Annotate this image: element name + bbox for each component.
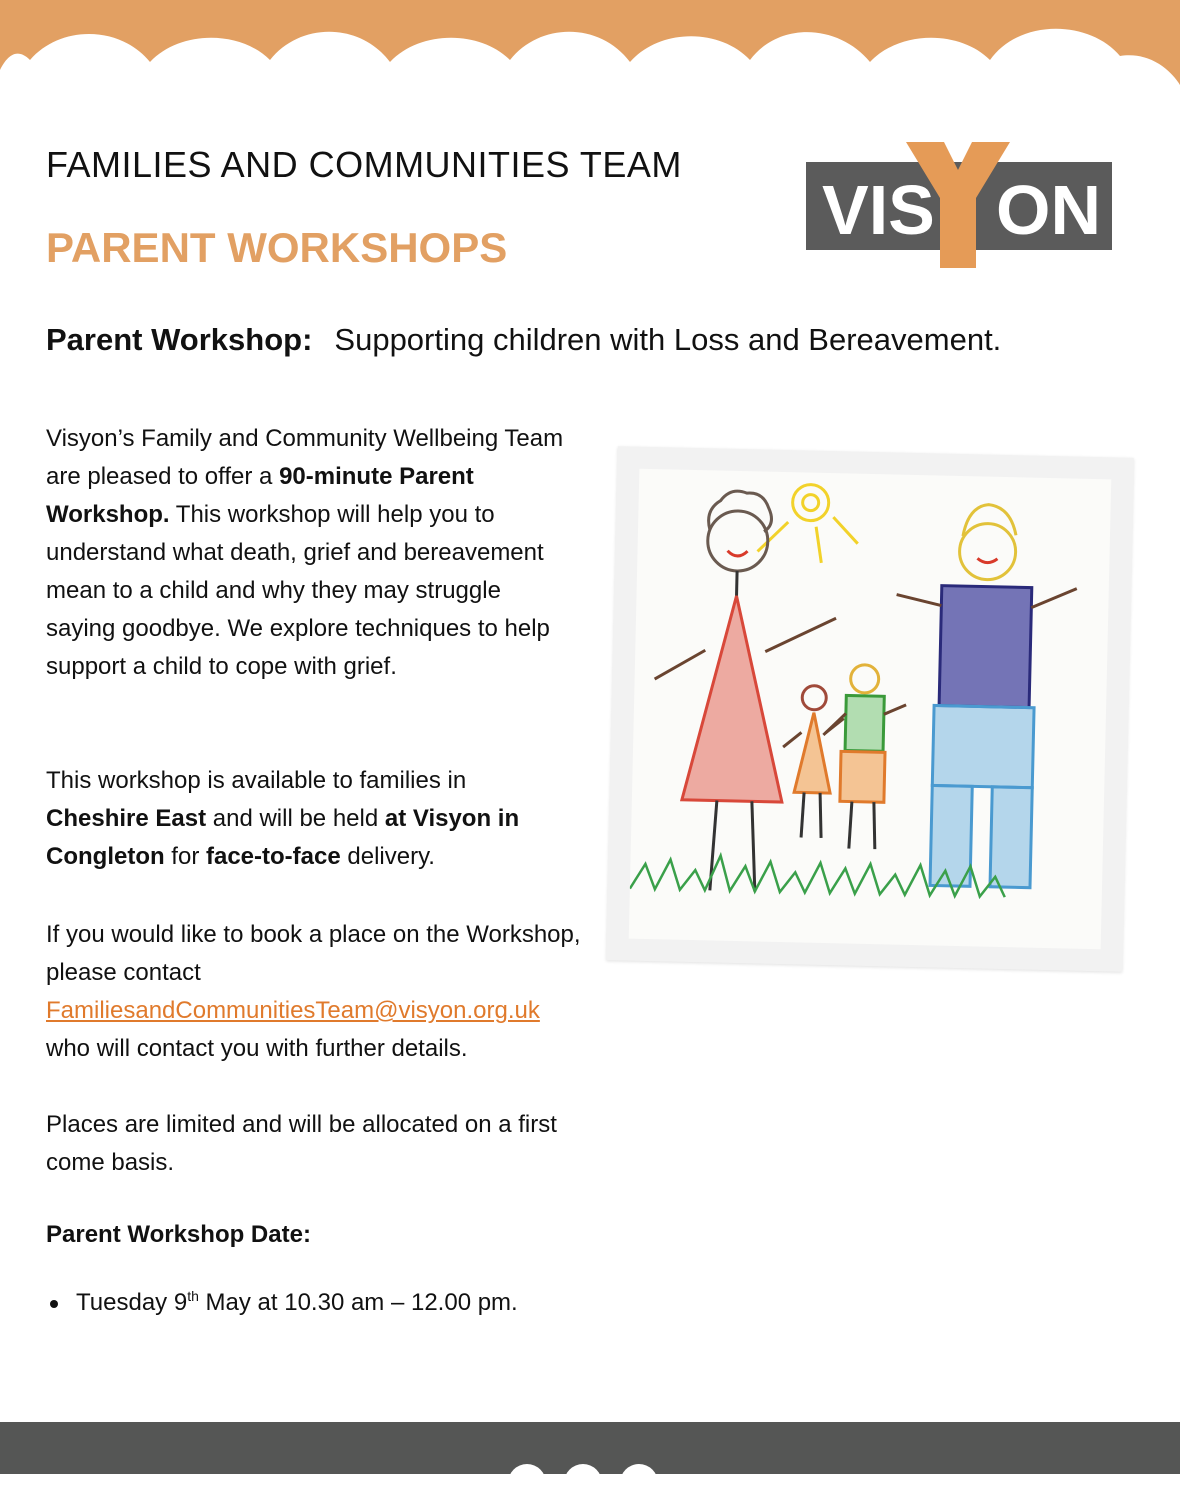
page-title: PARENT WORKSHOPS	[46, 224, 508, 271]
logo-text-vis: VIS	[822, 171, 935, 249]
intro-text-1: Visyon’s Family and Community Wellbeing Team are pleased to offer a	[46, 425, 564, 490]
booking-text-2: who will contact you with further details.	[46, 1035, 468, 1062]
intro-bold: 90-minute Parent Workshop.	[46, 463, 474, 528]
visyon-logo	[806, 140, 1112, 268]
intro-text-2: This workshop will help you to understand what death, grief and bereavement mean to a child and why they may struggle saying goodbye. We explore techniques to help support a child to cope with grief.	[46, 501, 550, 680]
places-paragraph: Places are limited and will be allocated on a first come basis.	[46, 1111, 557, 1176]
sun-drawing	[757, 483, 859, 563]
availability-bold-2: at Visyon in Congleton	[46, 805, 520, 870]
booking-paragraph	[46, 916, 586, 1068]
subtitle-text: Supporting children with Loss and Bereavement.	[334, 322, 1002, 357]
workshop-subtitle	[46, 322, 1001, 358]
date-day: Tuesday 9	[76, 1289, 188, 1316]
child-drawing-photo	[606, 446, 1134, 972]
team-title: FAMILIES AND COMMUNITIES TEAM	[46, 144, 682, 185]
footer-social-icon[interactable]	[564, 1464, 602, 1502]
cloud-banner	[0, 0, 1180, 110]
availability-text-3: for	[164, 843, 206, 870]
father-figure	[890, 503, 1079, 889]
availability-paragraph	[46, 762, 566, 876]
contact-email-link[interactable]: FamiliesandCommunitiesTeam@visyon.org.uk	[46, 997, 540, 1024]
availability-text-2: and will be held	[206, 805, 385, 832]
family-drawing	[629, 469, 1112, 950]
dates-list	[46, 1284, 518, 1322]
logo-text-on: ON	[996, 171, 1101, 249]
intro-paragraph	[46, 420, 566, 686]
girl-figure	[781, 685, 844, 838]
mother-figure	[650, 489, 839, 893]
footer-social-icon[interactable]	[508, 1464, 546, 1502]
date-time: May at 10.30 am – 12.00 pm.	[198, 1289, 518, 1316]
availability-bold-1: Cheshire East	[46, 805, 207, 832]
date-ordinal: th	[187, 1288, 199, 1304]
boy-figure	[821, 664, 907, 850]
date-item	[46, 1284, 518, 1322]
subtitle-label: Parent Workshop:	[46, 322, 313, 357]
availability-text-4: delivery.	[340, 843, 435, 870]
booking-text-1: If you would like to book a place on the Workshop, please contact	[46, 921, 581, 986]
footer-social-icon[interactable]	[620, 1464, 658, 1502]
availability-bold-3: face-to-face	[205, 843, 341, 870]
dates-heading: Parent Workshop Date:	[46, 1221, 311, 1248]
availability-text-1: This workshop is available to families in	[46, 767, 467, 794]
drawing-canvas	[629, 469, 1112, 950]
